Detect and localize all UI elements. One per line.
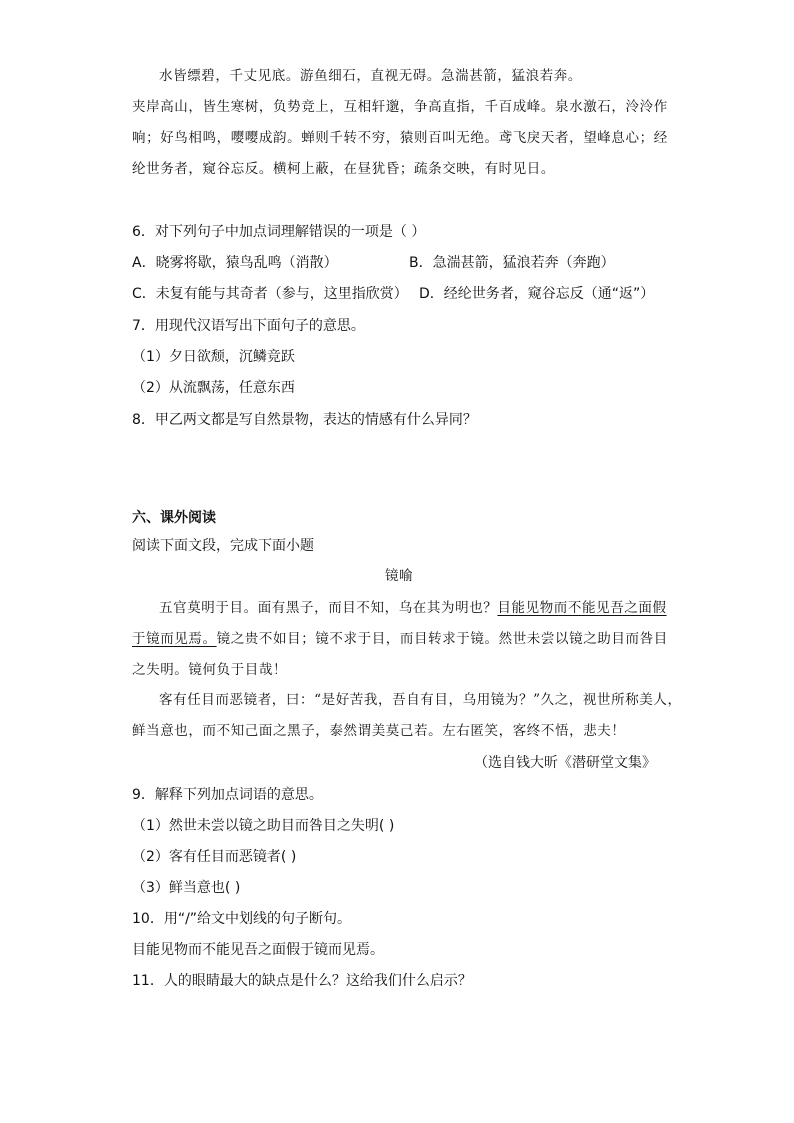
question-9-sub-3: （3）鲜当意也( ) bbox=[132, 880, 241, 896]
question-6-option-a: A．晓雾将歇，猿鸟乱鸣（消散） bbox=[132, 255, 338, 271]
question-9-stem: 9．解释下列加点词语的意思。 bbox=[132, 787, 323, 803]
passage-yi-line-3: 响；好鸟相鸣，嘤嘤成韵。蝉则千转不穷，猿则百叫无绝。鸢飞戾天者，望峰息心；经 bbox=[132, 130, 668, 146]
section-heading: 六、课外阅读 bbox=[132, 510, 216, 526]
passage-p1-line-3: 之失明。镜何负于目哉！ bbox=[132, 662, 288, 678]
question-7-stem: 7．用现代汉语写出下面句子的意思。 bbox=[132, 318, 365, 334]
question-9-sub-1: （1）然世未尝以镜之助目而咎目之失明( ) bbox=[132, 818, 395, 834]
passage-title: 镜喻 bbox=[385, 568, 414, 584]
passage-p2-line-1: 客有任目而恶镜者，曰：“是好苦我，吾自有目，乌用镜为？”久之，视世所称美人， bbox=[159, 692, 682, 708]
question-10-sentence: 目能见物而不能见吾之面假于镜而见焉。 bbox=[132, 942, 384, 958]
passage-yi-line-4: 纶世务者，窥谷忘反。横柯上蔽，在昼犹昏；疏条交映，有时见日。 bbox=[132, 161, 555, 177]
section-instruction: 阅读下面文段，完成下面小题 bbox=[132, 538, 314, 554]
question-8-stem: 8．甲乙两文都是写自然景物，表达的情感有什么异同？ bbox=[132, 412, 477, 428]
passage-p1-line-2 bbox=[132, 629, 668, 649]
passage-p2-line-2: 鲜当意也，而不知己面之黑子，泰然谓美莫己若。左右匿笑，客终不悟，悲夫！ bbox=[132, 723, 626, 739]
question-7-sub-2: （2）从流飘荡，任意东西 bbox=[132, 380, 295, 396]
question-7-sub-1: （1）夕日欲颓，沉鳞竞跃 bbox=[132, 349, 295, 365]
question-10-stem: 10．用“/”给文中划线的句子断句。 bbox=[132, 911, 352, 927]
passage-p1-line-1-text: 五官莫明于目。面有黑子，而目不知，乌在其为明也？ bbox=[159, 600, 498, 616]
question-6-option-b: B．急湍甚箭，猛浪若奔（奔跑） bbox=[409, 255, 615, 271]
passage-yi-line-2: 夹岸高山，皆生寒树，负势竞上，互相轩邈，争高直指，千百成峰。泉水激石，泠泠作 bbox=[132, 99, 668, 115]
question-11-stem: 11．人的眼睛最大的缺点是什么？这给我们什么启示？ bbox=[132, 973, 472, 989]
underlined-sentence-part-1: 目能见物而不能见吾之面假 bbox=[497, 600, 667, 616]
underlined-sentence-part-2: 于镜而见焉。 bbox=[132, 631, 217, 647]
question-6-stem: 6．对下列句子中加点词理解错误的一项是（ ） bbox=[132, 224, 426, 240]
question-9-sub-2: （2）客有任目而恶镜者( ) bbox=[132, 849, 297, 865]
passage-p1-line-1 bbox=[159, 598, 667, 618]
passage-p1-line-2-text: 镜之贵不如目；镜不求于目，而目转求于镜。然世未尝以镜之助目而咎目 bbox=[216, 631, 668, 647]
question-6-option-d: D．经纶世务者，窥谷忘反（通“返”） bbox=[419, 286, 655, 302]
question-6-option-c: C．未复有能与其奇者（参与，这里指欣赏） bbox=[132, 286, 408, 302]
passage-yi-line-1: 水皆缥碧，千丈见底。游鱼细石，直视无碍。急湍甚箭，猛浪若奔。 bbox=[159, 68, 582, 84]
passage-source: （选自钱大昕《潜研堂文集》 bbox=[474, 755, 656, 771]
